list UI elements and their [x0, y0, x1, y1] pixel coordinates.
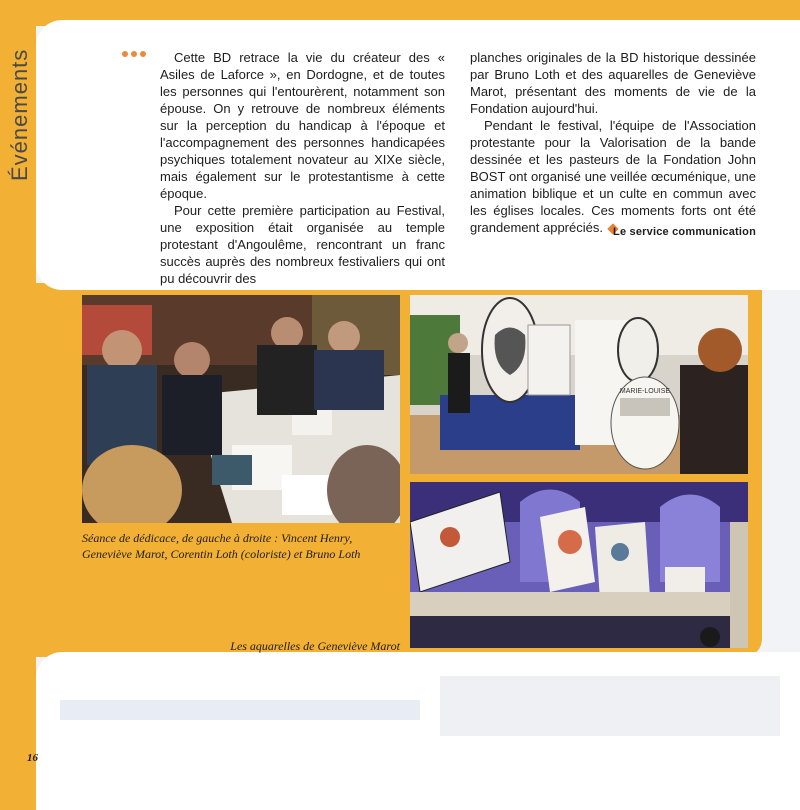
hall-illustration — [410, 482, 748, 648]
photo-hall-watercolors — [410, 482, 748, 648]
bullet-dots-icon — [122, 51, 146, 57]
paragraph: planches originales de la BD historique dessinée par Bruno Loth et des aquarelles de Geneviève Marot, présentant des moments de vie de la Fondation aujourd'hui. — [470, 50, 756, 116]
photo-exhibition — [410, 295, 748, 474]
caption-watercolors: Les aquarelles de Geneviève Marot — [230, 639, 400, 653]
show-through-band — [60, 700, 420, 720]
article-left-column — [160, 49, 445, 287]
paragraph-text: Pendant le festival, l'équipe de l'Association protestante pour la Valorisation de la bande dessinée et les pasteurs de la Fondation John BOST ont organisé une veillée œcuménique, une animation biblique et un culte en commun avec les églises locales. Ces moments forts ont été grandement appréciés. — [470, 118, 756, 235]
article-right-column — [470, 49, 756, 236]
paragraph: Pour cette première participation au Festival, une exposition était organisée au temple protestant d'Angoulême, rencontrant un franc succès auprès des nombreux festivaliers qui ont pu découvrir des — [160, 203, 445, 286]
article-signature: Le service communication — [613, 226, 756, 238]
paragraph — [470, 117, 756, 236]
show-through-band — [440, 676, 780, 736]
caption-signing-session: Séance de dédicace, de gauche à droite : Vincent Henry, Geneviève Marot, Corentin Loth (coloriste) et Bruno Loth — [82, 531, 361, 561]
signing-session-illustration — [82, 295, 400, 523]
photo-signing-session — [82, 295, 400, 523]
exhibition-illustration — [410, 295, 748, 474]
page-number: 16 — [27, 752, 38, 764]
section-title: Événements — [7, 48, 32, 182]
paragraph: Cette BD retrace la vie du créateur des « Asiles de Laforce », en Dordogne, et de toutes les personnes qui l'entourèrent, notamment son épouse. On y retrouve de nombreux éléments sur la perception du handicap à l'époque et l'accompagnement des personnes handicapées psychiques totalement novateur au XIXe siècle, mais également sur le protestantisme à cette époque. — [160, 50, 445, 201]
sign-label: MARIE-LOUISE — [619, 388, 671, 395]
